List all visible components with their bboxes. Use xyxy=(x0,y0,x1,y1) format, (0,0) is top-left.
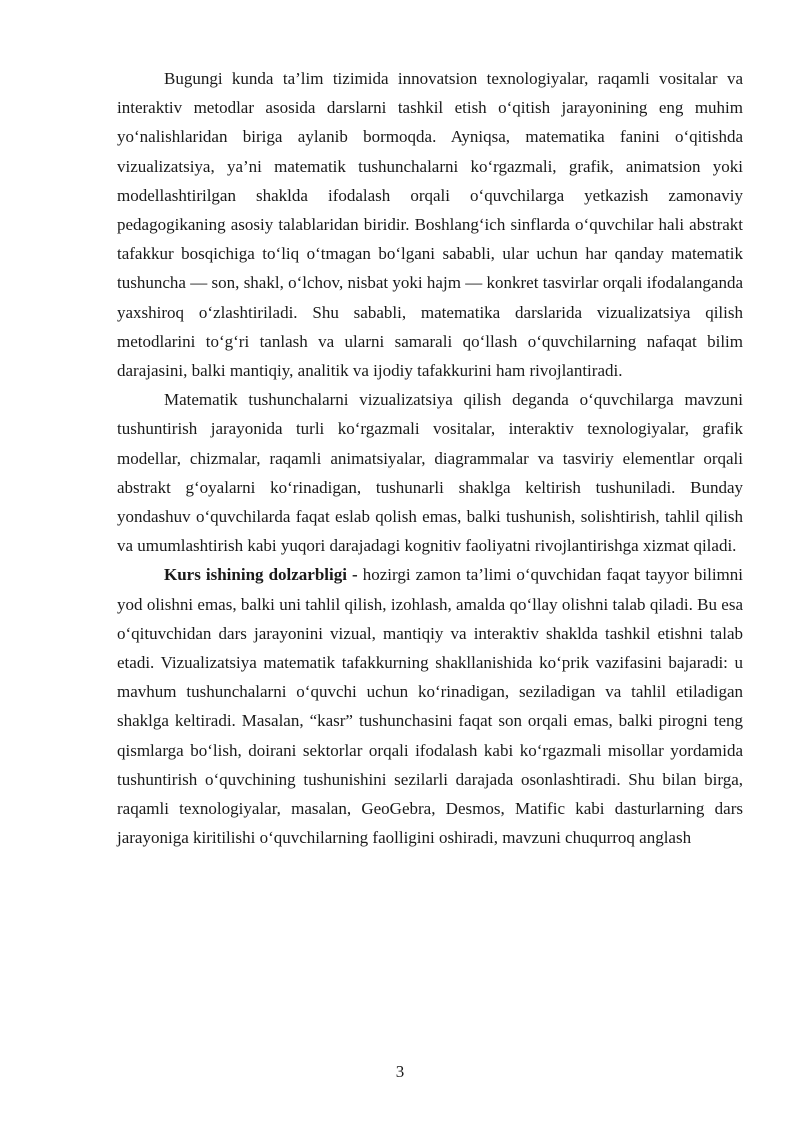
paragraph-intro: Bugungi kunda ta’lim tizimida innovatsion texnologiyalar, raqamli vositalar va interaktiv metodlar asosida darslarni tashkil etish o‘qitish jarayonining eng muhim yo‘nalishlaridan biriga aylanib bormoqda. Ayniqsa, matematika fanini o‘qitishda vizualizatsiya, ya’ni matematik tushunchalarni ko‘rgazmali, grafik, animatsion yoki modellashtirilgan shaklda ifodalash orqali o‘quvchilarga yetkazish zamonaviy pedagogikaning asosiy talablaridan biridir. Boshlang‘ich sinflarda o‘quvchilar hali abstrakt tafakkur bosqichiga to‘liq o‘tmagan bo‘lgani sababli, ular uchun har qanday matematik tushuncha — son, shakl, o‘lchov, nisbat yoki hajm — konkret tasvirlar orqali ifodalanganda yaxshiroq o‘zlashtiriladi. Shu sababli, matematika darslarida vizualizatsiya qilish metodlarini to‘g‘ri tanlash va ularni samarali qo‘llash o‘quvchilarning nafaqat bilim darajasini, balki mantiqiy, analitik va ijodiy tafakkurini ham rivojlantiradi. xyxy=(117,69,743,381)
page-number: 3 xyxy=(395,1062,405,1081)
paragraph-visualization-definition: Matematik tushunchalarni vizualizatsiya qilish deganda o‘quvchilarga mavzuni tushuntirish jarayonida turli ko‘rgazmali vositalar, interaktiv texnologiyalar, grafik modellar, chizmalar, raqamli animatsiyalar, diagrammalar va tasviriy elementlar orqali abstrakt g‘oyalarni ko‘rinadigan, tushunarli shaklga keltirish tushuniladi. Bunday yondashuv o‘quvchilarda faqat eslab qolish emas, balki tushunish, solishtirish, tahlil qilish va umumlashtirish kabi yuqori darajadagi kognitiv faoliyatni rivojlantirishga xizmat qiladi. xyxy=(117,390,743,556)
relevance-heading: Kurs ishining dolzarbligi - xyxy=(164,565,358,585)
relevance-text: hozirgi zamon ta’limi o‘quvchidan faqat tayyor bilimni yod olishni emas, balki uni tahlil qilish, izohlash, amalda qo‘llay olishni talab qiladi. Bu esa o‘qituvchidan dars jarayonini vizual, mantiqiy va interaktiv shaklda tashkil etishni talab etadi. Vizualizatsiya matematik tafakkurning shakllanishida ko‘prik vazifasini bajaradi: u mavhum tushunchalarni o‘quvchi uchun ko‘rinadigan, seziladigan va tahlil etiladigan shaklga keltiradi. Masalan, “kasr” tushunchasini faqat son orqali emas, balki pirogni teng qismlarga bo‘lish, doirani sektorlar orqali ifodalash kabi ko‘rgazmali misollar yordamida tushuntirish o‘quvchining tushunishini sezilarli darajada osonlashtiradi. Shu bilan birga, raqamli texnologiyalar, masalan, GeoGebra, Desmos, Matific kabi dasturlarning dars jarayoniga kiritilishi o‘quvchilarning faolligini oshiradi, mavzuni chuqurroq anglash xyxy=(117,565,743,848)
body-text xyxy=(117,64,743,852)
paragraph-relevance xyxy=(117,560,743,852)
